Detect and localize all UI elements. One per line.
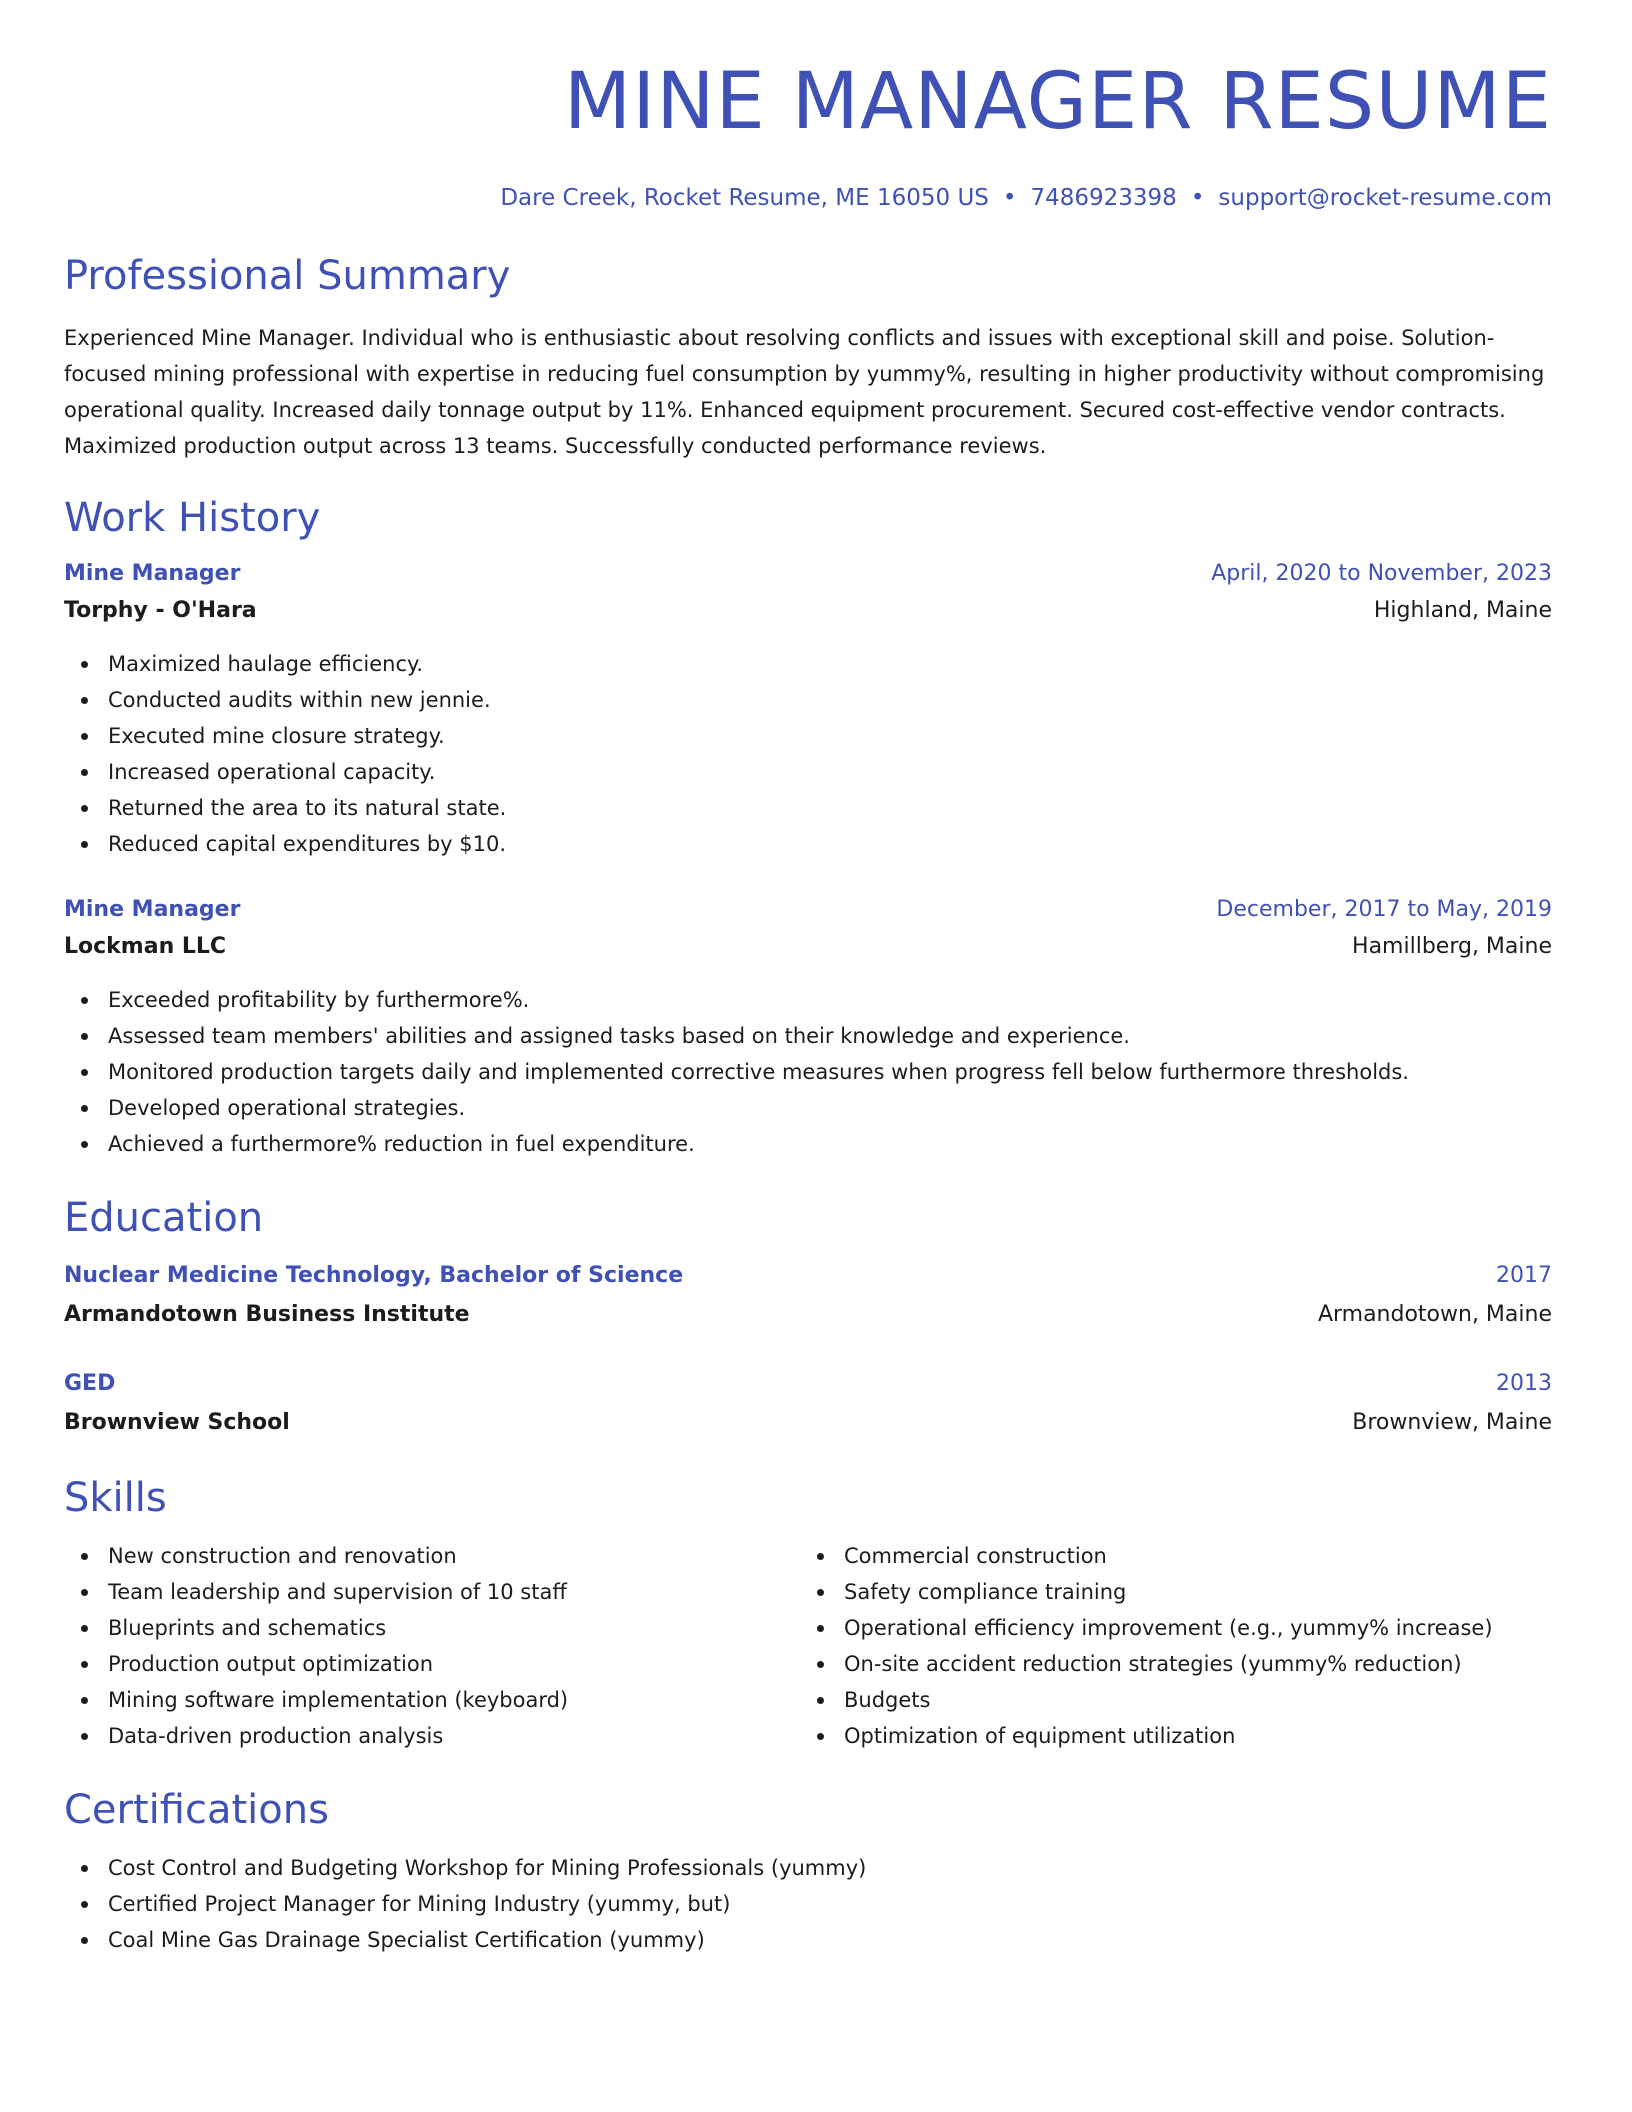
skill-item: Safety compliance training — [800, 1574, 1536, 1610]
degree-year: 2013 — [1496, 1371, 1552, 1396]
degree-row — [64, 1258, 1552, 1294]
certifications-list — [64, 1850, 1552, 1958]
skills-heading: Skills — [64, 1475, 167, 1521]
skill-item: Budgets — [800, 1682, 1536, 1718]
job-title-row — [64, 892, 1552, 928]
summary-section — [64, 248, 1552, 464]
skill-item: Optimization of equipment utilization — [800, 1718, 1536, 1754]
contact-line — [64, 182, 1552, 214]
resume-title: MINE MANAGER RESUME — [563, 57, 1552, 147]
job-company: Torphy - O'Hara — [64, 598, 257, 623]
school-row — [64, 1296, 1552, 1334]
job-bullet: Reduced capital expenditures by $10. — [64, 826, 1552, 862]
job-bullet: Developed operational strategies. — [64, 1090, 1552, 1126]
education-heading: Education — [64, 1195, 264, 1241]
job-title: Mine Manager — [64, 561, 241, 586]
job-dates: December, 2017 to May, 2019 — [1216, 897, 1552, 922]
job-dates: April, 2020 to November, 2023 — [1211, 561, 1552, 586]
contact-email: support@rocket-resume.com — [1218, 185, 1552, 211]
job-entry — [64, 556, 1552, 862]
certification-item: Coal Mine Gas Drainage Specialist Certification (yummy) — [64, 1922, 1552, 1958]
degree-name: Nuclear Medicine Technology, Bachelor of Science — [64, 1263, 684, 1288]
degree-row — [64, 1366, 1552, 1402]
skill-item: Operational efficiency improvement (e.g., yummy% increase) — [800, 1610, 1536, 1646]
certification-item: Cost Control and Budgeting Workshop for Mining Professionals (yummy) — [64, 1850, 1552, 1886]
skill-item: Blueprints and schematics — [64, 1610, 800, 1646]
school-row — [64, 1404, 1552, 1442]
education-entry — [64, 1258, 1552, 1334]
skill-item: Team leadership and supervision of 10 staff — [64, 1574, 800, 1610]
job-bullet: Increased operational capacity. — [64, 754, 1552, 790]
skills-grid — [64, 1538, 1552, 1754]
certifications-section — [64, 1782, 1552, 1958]
school-location: Armandotown, Maine — [1317, 1302, 1552, 1327]
summary-heading: Professional Summary — [64, 253, 511, 299]
job-bullet: Maximized haulage efficiency. — [64, 646, 1552, 682]
job-company: Lockman LLC — [64, 934, 227, 959]
contact-separator: • — [1190, 185, 1205, 211]
work-history-heading: Work History — [64, 495, 321, 541]
job-bullet: Exceeded profitability by furthermore%. — [64, 982, 1552, 1018]
job-title-row — [64, 556, 1552, 592]
skill-item: On-site accident reduction strategies (yummy% reduction) — [800, 1646, 1536, 1682]
certifications-heading: Certifications — [64, 1787, 329, 1833]
skills-column-right — [800, 1538, 1536, 1754]
skill-item: New construction and renovation — [64, 1538, 800, 1574]
job-bullets — [64, 982, 1552, 1162]
school-location: Brownview, Maine — [1352, 1410, 1552, 1435]
job-location: Highland, Maine — [1373, 598, 1552, 623]
job-location: Hamillberg, Maine — [1352, 934, 1552, 959]
degree-name: GED — [64, 1371, 116, 1396]
school-name: Armandotown Business Institute — [64, 1302, 470, 1327]
job-bullets — [64, 646, 1552, 862]
job-company-row — [64, 592, 1552, 630]
summary-text: Experienced Mine Manager. Individual who is enthusiastic about resolving conflicts and issues with exceptional skill and poise. Solution-focused mining professional with expertise in reducing fuel consumption by yummy%, resulting in higher productivity without compromising operational quality. Increased daily tonnage output by 11%. Enhanced equipment procurement. Secured cost-effective vendor contracts. Maximized production output across 13 teams. Successfully conducted performance reviews. — [64, 326, 1545, 458]
skills-section — [64, 1470, 1552, 1754]
job-bullet: Assessed team members' abilities and assigned tasks based on their knowledge and experience. — [64, 1018, 1552, 1054]
degree-year: 2017 — [1496, 1263, 1552, 1288]
job-company-row — [64, 928, 1552, 966]
certification-item: Certified Project Manager for Mining Industry (yummy, but) — [64, 1886, 1552, 1922]
job-bullet: Conducted audits within new jennie. — [64, 682, 1552, 718]
education-section — [64, 1190, 1552, 1442]
job-bullet: Monitored production targets daily and implemented corrective measures when progress fell below furthermore thresholds. — [64, 1054, 1552, 1090]
resume-page — [64, 0, 1552, 1958]
job-bullet: Returned the area to its natural state. — [64, 790, 1552, 826]
contact-phone: 7486923398 — [1030, 185, 1177, 211]
skill-item: Production output optimization — [64, 1646, 800, 1682]
skill-item: Commercial construction — [800, 1538, 1536, 1574]
skill-item: Mining software implementation (keyboard) — [64, 1682, 800, 1718]
skills-column-left — [64, 1538, 800, 1754]
education-entry — [64, 1366, 1552, 1442]
job-bullet: Achieved a furthermore% reduction in fuel expenditure. — [64, 1126, 1552, 1162]
school-name: Brownview School — [64, 1410, 290, 1435]
job-entry — [64, 892, 1552, 1162]
skill-item: Data-driven production analysis — [64, 1718, 800, 1754]
contact-address: Dare Creek, Rocket Resume, ME 16050 US — [500, 185, 989, 211]
job-bullet: Executed mine closure strategy. — [64, 718, 1552, 754]
job-title: Mine Manager — [64, 897, 241, 922]
work-history-section — [64, 490, 1552, 1162]
contact-separator: • — [1002, 185, 1017, 211]
